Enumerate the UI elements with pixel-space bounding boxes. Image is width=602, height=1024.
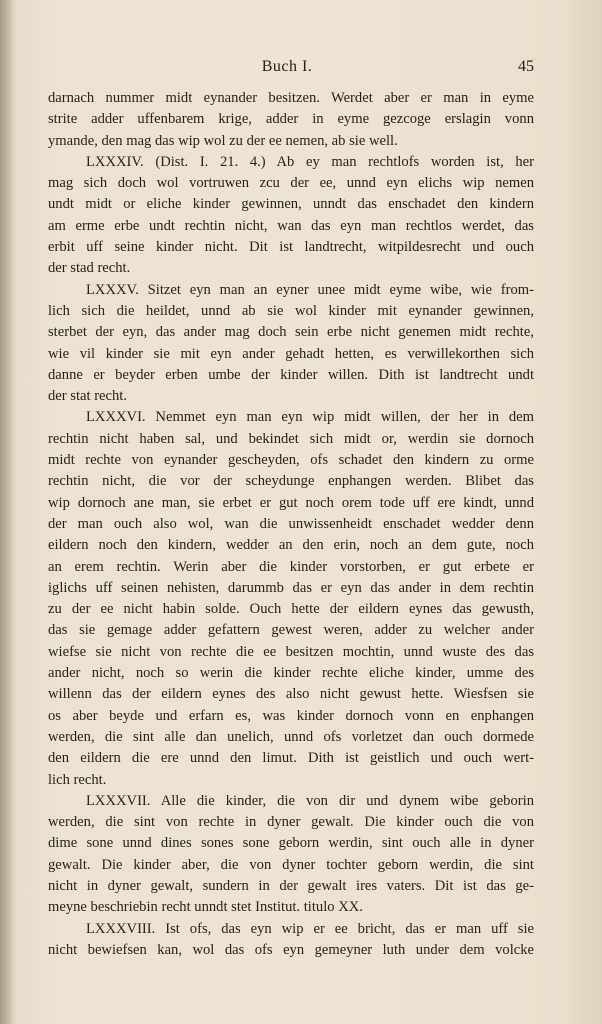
text-line: darnach nummer midt eynander besitzen. Werdet aber er man in eyme — [48, 90, 534, 106]
text-line: iglichs uff seinen nehisten, darummb das er eyn das ander in dem rechtin — [48, 579, 534, 596]
text-line: werden, die sint alle dan unelich, unnd ofs vorletzet dan ouch dormede — [48, 728, 534, 745]
body-text — [48, 88, 534, 961]
text-line: der stat recht. — [48, 388, 128, 405]
section-heading-line: LXXXVI. Nemmet eyn man eyn wip midt willen, der her in dem — [86, 409, 534, 426]
text-line: strite adder uffenbarem krige, adder in eyme gezcoge erslagin vonn — [48, 111, 534, 128]
text-line: meyne beschriebin recht unndt stet Institut. titulo XX. — [48, 899, 363, 916]
text-line: undt midt or eliche kinder gewinnen, unndt das enschadet den kindern — [48, 196, 534, 213]
text-line: der man ouch also wol, wan die unwissenheidt enschadet wedder denn — [48, 515, 534, 532]
text-line: wie vil kinder sie mit eyn ander gehadt hetten, es verwillekorthen sich — [48, 345, 534, 362]
text-line: lich sich die heildet, unnd ab sie wol kinder mit eynander gewinnen, — [48, 302, 534, 319]
text-line: ander nicht, noch so werin die kinder rechte eliche kinder, umme des — [48, 665, 534, 682]
text-line: ymande, den mag das wip wol zu der ee nemen, ab sie well. — [48, 132, 398, 149]
running-head: Buch I. — [261, 58, 313, 75]
text-line: nicht bewiefsen kan, wol das ofs eyn gemeyner luth under dem volcke — [48, 941, 534, 958]
text-line: erbit uff seine kinder nicht. Dit ist landtrecht, witpildesrecht und ouch — [48, 239, 534, 256]
text-line: werden, die sint von rechte in dyner gewalt. Die kinder ouch die von — [48, 814, 534, 831]
section-heading-line: LXXXVIII. Ist ofs, das eyn wip er ee bricht, das er man uff sie — [86, 920, 534, 937]
text-line: sterbet der eyn, das ander mag doch sein erbe nicht genemen midt rechte, — [48, 324, 534, 341]
text-line: midt rechte von eynander gescheyden, ofs schadet den kindern zu orme — [48, 452, 534, 469]
text-line: wiefse sie nicht von rechte die ee besitzen mochtin, unnd wuste des das — [48, 643, 534, 660]
text-line: willenn das der eildern eynes des also nicht gewust hette. Wiesfsen sie — [48, 686, 534, 703]
text-line: wip dornoch ane man, sie erbet er gut noch orem tode uff ere kindt, unnd — [48, 494, 534, 511]
page-number: 45 — [518, 58, 534, 75]
text-line: eildern noch den kindern, wedder an den erin, noch an dem gute, noch — [48, 537, 534, 554]
section-heading-line: LXXXIV. (Dist. I. 21. 4.) Ab ey man rechtlofs worden ist, her — [86, 153, 534, 170]
text-line: das sie gemage adder gefattern gewest weren, adder zu welcher ander — [48, 622, 534, 639]
text-line: mag sich doch wol vortruwen zcu der ee, unnd eyn elichs wip nemen — [48, 175, 534, 192]
section-heading-line: LXXXV. Sitzet eyn man an eyner unee midt eyme wibe, wie from- — [86, 281, 534, 298]
text-line: nicht in dyner gewalt, sundern in der gewalt ires vaters. Dit ist das ge- — [48, 877, 534, 894]
text-line: den eildern die ere unnd den limut. Dith ist geistlich und ouch wert- — [48, 750, 534, 767]
text-line: dime sone unnd dines sones sone geborn werdin, sint ouch alle in dyner — [48, 835, 534, 852]
text-line: rechtin nicht, die vor der scheydunge enphangen werden. Blibet das — [48, 473, 534, 490]
text-line: der stad recht. — [48, 260, 131, 277]
text-line: zu der ee nicht habin solde. Ouch hette der eildern eynes das gewusth, — [48, 601, 534, 618]
text-line: an erem rechtin. Werin aber die kinder vorstorben, er gut erbete er — [48, 558, 534, 575]
text-line: rechtin nicht haben sal, und bekindet sich midt or, werdin sie dornoch — [48, 430, 534, 447]
page-header — [40, 58, 534, 82]
text-line: am erme erbe undt rechtin nicht, wan das eyn man rechtlos werdet, das — [48, 217, 534, 234]
text-line: gewalt. Die kinder aber, die von dyner tochter geborn werdin, die sint — [48, 856, 534, 873]
page-gutter-shadow — [0, 0, 14, 1024]
text-line: danne er beyder erben umbe der kinder willen. Dith ist landtrecht undt — [48, 366, 534, 383]
section-heading-line: LXXXVII. Alle die kinder, die von dir und dynem wibe geborin — [86, 792, 534, 809]
text-line: os aber beyde und erfarn es, was kinder dornoch vonn en enphangen — [48, 707, 534, 724]
text-line: lich recht. — [48, 771, 107, 788]
